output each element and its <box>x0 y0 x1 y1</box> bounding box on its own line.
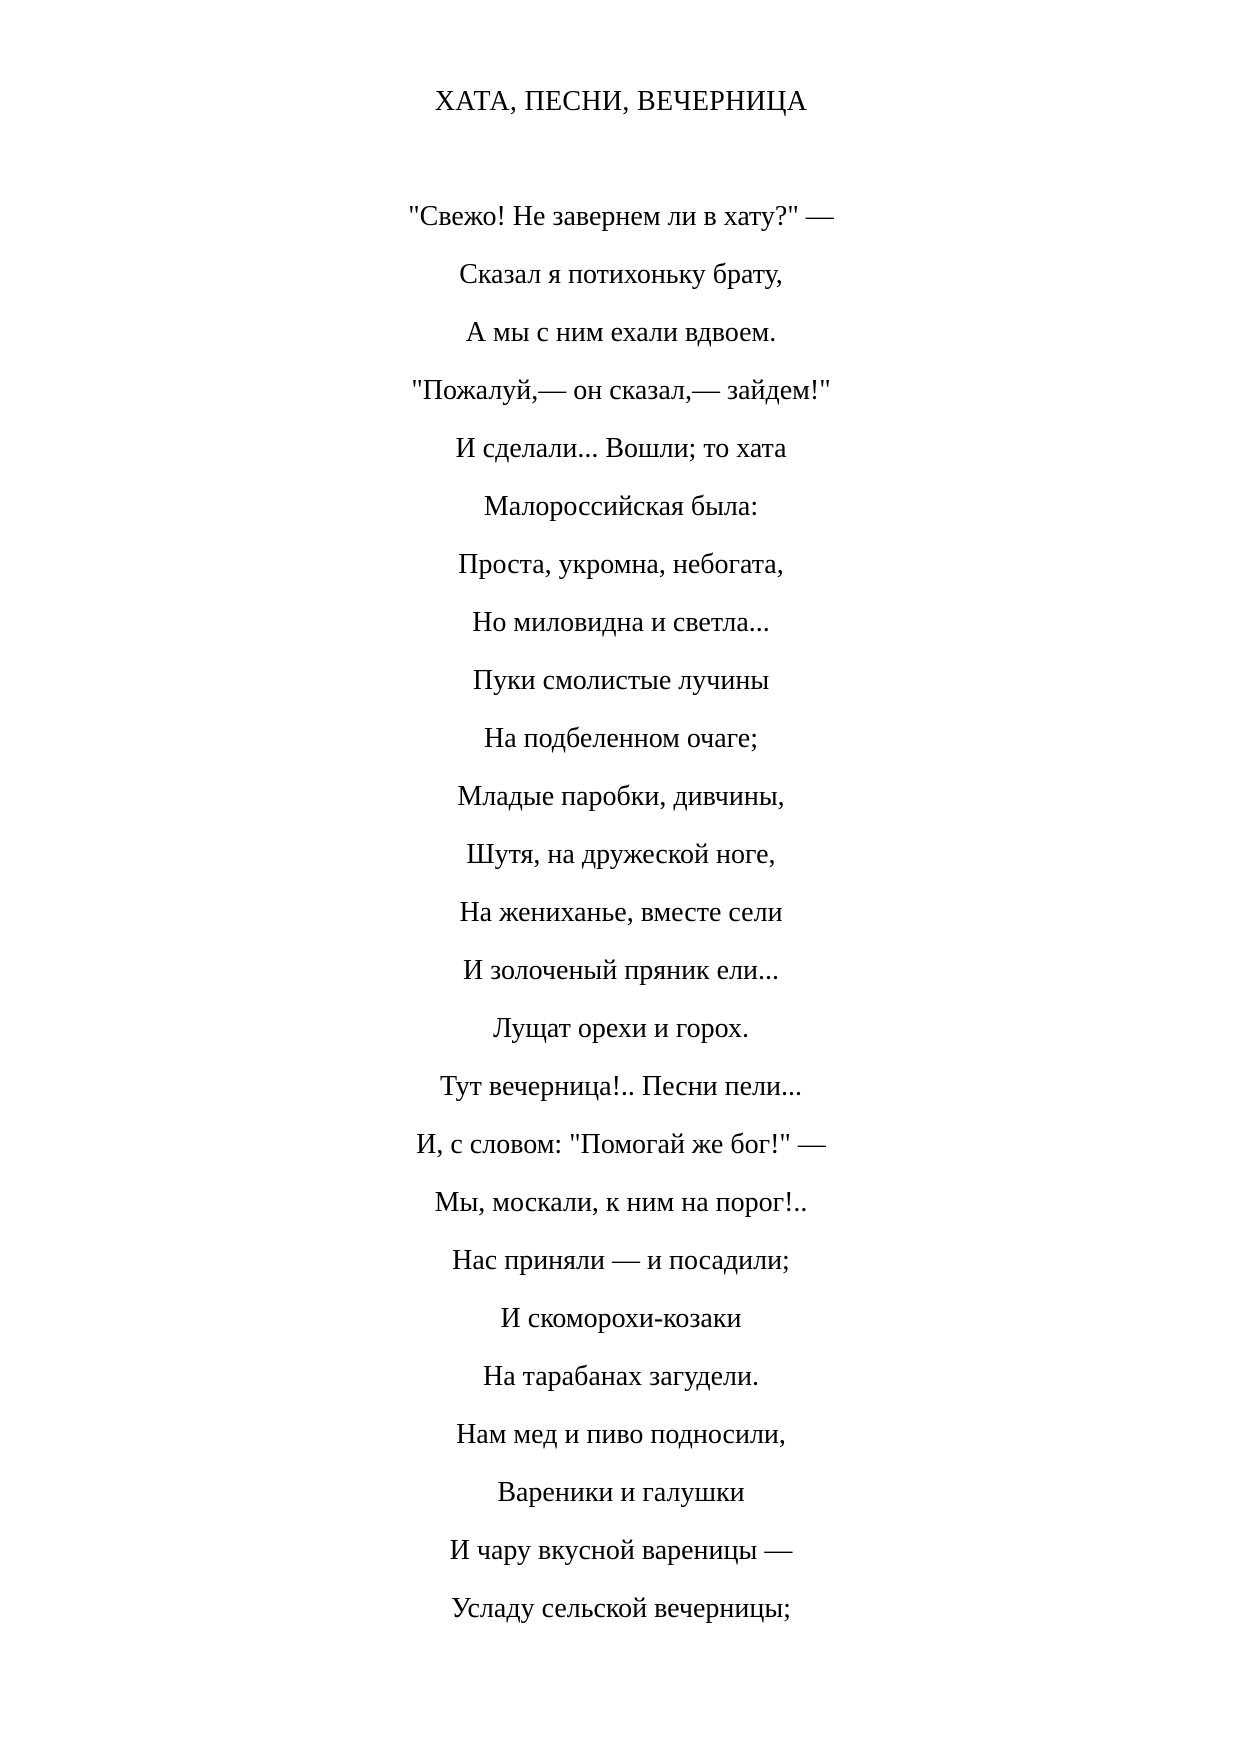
poem-line: И, с словом: "Помогай же бог!" — <box>416 1129 826 1160</box>
poem-line: Нам мед и пиво подносили, <box>456 1419 786 1450</box>
poem-line: И скоморохи-козаки <box>500 1303 742 1334</box>
poem-line: На жениханье, вместе сели <box>459 897 783 928</box>
poem-line: Пуки смолистые лучины <box>472 665 770 696</box>
poem-line: "Свежо! Не завернем ли в хату?" — <box>408 201 834 232</box>
poem-line: И сделали... Вошли; то хата <box>455 433 787 464</box>
poem-line: На тарабанах загудели. <box>482 1361 759 1392</box>
poem-line: Нас приняли — и посадили; <box>452 1245 790 1276</box>
poem-line: Усладу сельской вечерницы; <box>451 1593 791 1624</box>
poem-line: И чару вкусной вареницы — <box>449 1535 793 1566</box>
poem-line: Но миловидна и светла... <box>472 607 770 638</box>
poem-line: А мы с ним ехали вдвоем. <box>465 317 777 348</box>
poem-line: Мы, москали, к ним на порог!.. <box>434 1187 808 1218</box>
poem-line: Сказал я потихоньку брату, <box>459 259 783 290</box>
poem-line: И золоченый пряник ели... <box>462 955 780 986</box>
poem-line: Тут вечерница!.. Песни пели... <box>439 1071 803 1102</box>
poem-line: Лущат орехи и горох. <box>493 1013 749 1044</box>
poem-line: На подбеленном очаге; <box>483 723 759 754</box>
poem-line: Малороссийская была: <box>483 491 759 522</box>
poem-text <box>0 196 1242 1646</box>
poem-line: Проста, укромна, небогата, <box>458 549 784 580</box>
poem-line: Младые паробки, дивчины, <box>457 781 785 812</box>
poem-line: Вареники и галушки <box>497 1477 745 1508</box>
poem-title: ХАТА, ПЕСНИ, ВЕЧЕРНИЦА <box>434 86 808 117</box>
poem-line: "Пожалуй,— он сказал,— зайдем!" <box>411 375 831 406</box>
poem-line: Шутя, на дружеской ноге, <box>466 839 776 870</box>
